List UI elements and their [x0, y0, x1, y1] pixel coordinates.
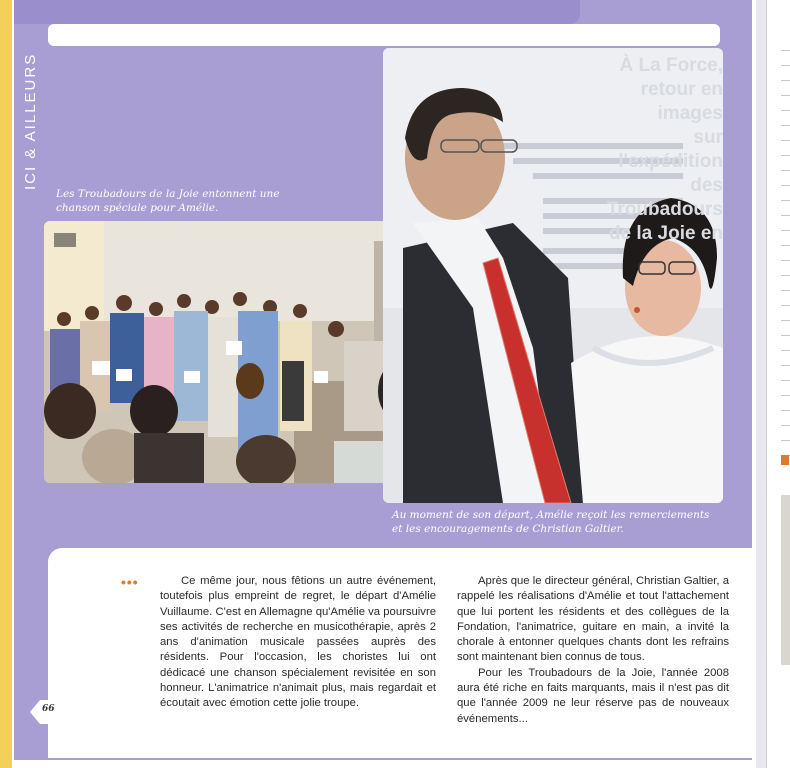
top-strip [14, 0, 580, 24]
adjacent-text-fragments [781, 40, 790, 460]
header-bar [48, 24, 720, 46]
section-label-text: ICI & AILLEURS [22, 52, 39, 190]
paragraph: Pour les Troubadours de la Joie, l'année 2008 aura été riche en faits marquants, mais il n'est pas dit que l'année 2009 ne leur réserve pas de nouveaux événements... [457, 666, 729, 725]
ornament-dots: ••• [121, 574, 139, 590]
poster-line-2: sur l'expédition des Troubadours [606, 127, 723, 220]
farewell-portrait-photo [383, 48, 723, 503]
adjacent-page-edge [766, 0, 790, 768]
paragraph: Après que le directeur général, Christian Galtier, a rappelé les réalisations d'Amélie et tout l'attachement que lui portent les résidents et des collègues de la Fondation, l'animatrice, guitare en main, a invité la chorale à entonner quelques chants dont les refrains sont maintenant bien connus de tous. [457, 575, 729, 664]
choir-photo-drawing [44, 221, 415, 483]
adjacent-image-fragment [781, 495, 790, 665]
poster-line-1: À La Force, retour en images [619, 55, 723, 124]
adjacent-accent-mark [781, 455, 789, 465]
caption-right: Au moment de son départ, Amélie reçoit les remerciements et les encouragements de Christian Galtier. [392, 509, 710, 535]
page-number: 66 [42, 704, 55, 714]
paragraph: Ce même jour, nous fêtions un autre événement, toutefois plus empreint de regret, le départ d'Amélie Vuillaume. C'est en Allemagne qu'Amélie va poursuivre ses activités de recherche en musicothérapie, après 2 ans d'animation musicale passées auprès des résidents. Pour l'occasion, les choristes lui ont dédicacé une chanson spécialement revisitée en son honneur. L'animatrice n'animait plus, mais regardait et écoutait avec émotion cette jolie troupe. [160, 575, 436, 710]
caption-left: Les Troubadours de la Joie entonnent une chanson spéciale pour Amélie. [56, 188, 280, 214]
section-label [20, 30, 44, 190]
choir-singing-photo [44, 221, 415, 483]
binding-edge [0, 0, 12, 768]
article-column-1 [160, 574, 436, 712]
article-column-2 [457, 574, 729, 727]
poster-line-3: de la Joie en [608, 223, 723, 244]
page-number-tab [30, 700, 60, 724]
background-poster-text [593, 54, 723, 246]
page-gutter [756, 0, 766, 768]
